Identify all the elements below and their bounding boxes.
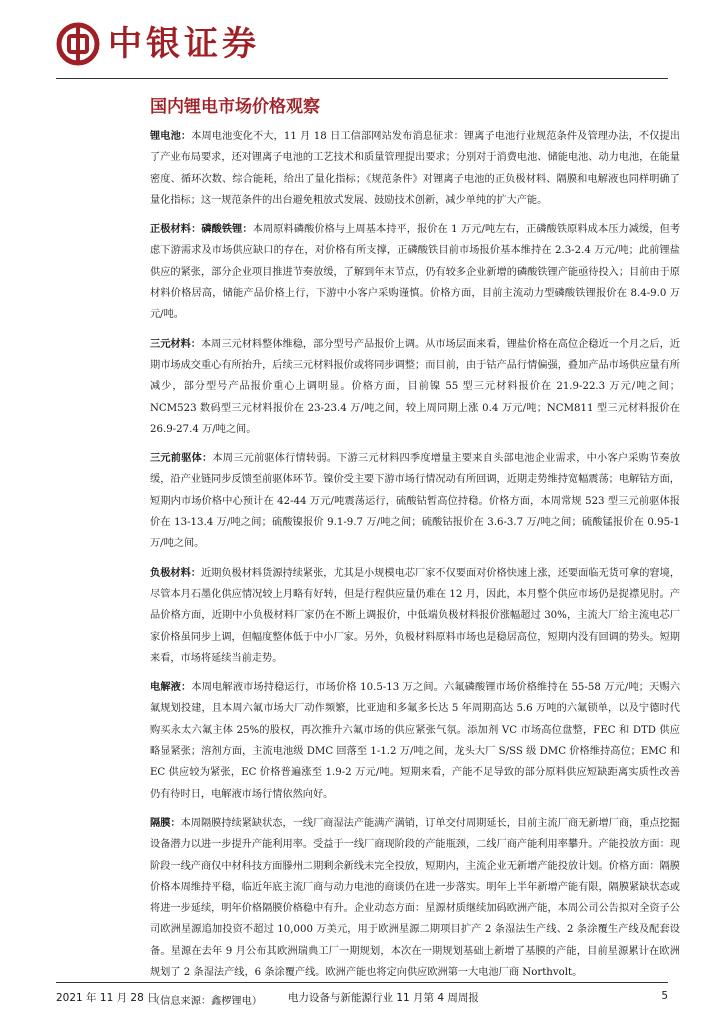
paragraph-battery: 锂电池：本周电池变化不大，11 月 18 日工信部网站发布消息征求：锂离子电池行业规范条件及管理办法，不仅提出了产业布局要求，还对锂离子电池的工艺技术和质量管理提出要求；分别对于消费电池、储能电池、动力电池，在能量密度、循环次数、综合能耗，给出了量化指标；《规范条件》对锂离子电池的正负极材料、隔膜和电解液也同样明确了量化指标；这一规范条件的出台避免粗放式发展、鼓励技术创新，减少单纯的扩大产能。 xyxy=(150,130,681,206)
bank-of-china-logo-icon xyxy=(56,22,100,66)
paragraph-electrolyte: 电解液：本周电解液市场持稳运行，市场价格 10.5-13 万之间。六氟磷酸锂市场价格维持在 55-58 万元/吨；天赐六氟规划投建，且本周六氟市场大厂动作频繁，比亚迪和多氟多长达 5 年周期高达 5.6 万吨的六氟锁单，以及宁德时代购买永太六氟主体 25%的股权，再次推升六氟市场的供应紧张气氛。添加剂 VC 市场高位盘整，FEC 和 DTD 供应略显紧张；溶剂方面，主流电池级 DMC 回落至 1-1.2 万/吨之间，龙头大厂 S/SS 级 DMC 价格维持高位；EMC 和 EC 供应较为紧张，EC 价格普遍涨至 1.9-2 万元/吨。短期来看，产能不足导致的部分原料供应短缺距离实质性改善仍有待时日，电解液市场行情依然向好。 xyxy=(150,681,681,800)
report-body xyxy=(150,126,680,1013)
paragraph-separator: 隔膜：本周隔膜持续紧缺状态，一线厂商湿法产能满产满销，订单交付周期延长，目前主流厂商无新增厂商，重点挖掘设备潜力以进一步提升产能利用率。受益于一线厂商现阶段的产能瓶颈，二线厂商产能利用率攀升。产能投放方面：现阶段一线产商仅中材科技方面滕州二期剩余新线未完全投放，短期内，主流企业无新增产能投放计划。价格方面：隔膜价格本周维持平稳，临近年底主流厂商与动力电池的商谈仍在进一步落实。明年上半年新增产能有限，隔膜紧缺状态或将进一步延续，明年价格隔膜价格稳中有升。企业动态方面：星源材质继续加码欧洲产能，本周公司公告拟对全资子公司欧洲星源追加投资不超过 10,000 万美元，用于欧洲星源二期项目扩产 2 条湿法生产线、2 条涂覆生产线及配套设备。星源在去年 9 月公布其欧洲瑞典工厂一期规划，本次在一期规划基础上新增了基膜的产能，目前星源累计在欧洲规划了 2 条湿法产线，6 条涂覆产线。欧洲产能也将定向供应欧洲第一大电池厂商 Northvolt。 xyxy=(150,816,680,978)
brand-name: 中银证券 xyxy=(108,24,260,64)
footer-date: 2021 年 11 月 28 日 xyxy=(56,992,158,1004)
footer-divider xyxy=(56,982,668,983)
paragraph-anode: 负极材料：近期负极材料货源持续紧张，尤其是小规模电芯厂家不仅要面对价格快速上涨，还要面临无货可拿的窘境，尽管本月石墨化供应情况较上月略有好转，但是行程供应量仍难在 12 月，因此，本月整个供应市场仍是捉襟见肘。产品价格方面，近期中小负极材料厂家仍在不断上调报价，中低端负极材料报价涨幅超过 30%，主流大厂给主流电芯厂家价格虽同步上调，但幅度整体低于中小厂家。另外，负极材料原料市场也是稳居高位，短期内没有回调的势头。短期来看，市场将延续当前走势。 xyxy=(150,566,681,664)
paragraph-ternary: 三元材料：本周三元材料整体维稳，部分型号产品报价上调。从市场层面来看，锂盐价格在高位企稳近一个月之后，近期市场成交重心有所抬升，后续三元材料报价或将同步调整；而目前，由于钴产品行情偏强，叠加产品市场供应量有所减少，部分型号产品报价重心上调明显。价格方面，目前镍 55 型三元材料报价在 21.9-22.3 万元/吨之间；NCM523 数码型三元材料报价在 23-23.4 万/吨之间，较上周同期上涨 0.4 万元/吨；NCM811 型三元材料报价在 26.9-27.4 万/吨之间。 xyxy=(150,337,681,435)
page-number: 5 xyxy=(661,990,668,1002)
footer-report-title: 电力设备与新能源行业 11 月第 4 周周报 xyxy=(288,992,479,1004)
paragraph-cathode: 正极材料：磷酸铁锂：本周原料磷酸价格与上周基本持平，报价在 1 万元/吨左右，正磷酸铁原料成本压力减缓，但考虑下游需求及市场供应缺口的存在，对价格有所支撑，正磷酸铁目前市场报价基本维持在 2.3-2.4 万元/吨；此前锂盐供应的紧张，部分企业项目推进节奏放缓，了解到年末节点，仍有较多企业新增的磷酸铁锂产能亟待投入；目前由于原材料价格居高，储能产品价格上行，下游中小客户采购谨慎。价格方面，目前主流动力型磷酸铁锂报价在 8.4-9.0 万元/吨。 xyxy=(150,223,681,321)
source-note: （信息来源：鑫椤锂电） xyxy=(150,996,263,1008)
paragraph-precursor: 三元前驱体：本周三元前驱体行情转弱。下游三元材料四季度增量主要来自头部电池企业需求，中小客户采购节奏放缓，沿产业链同步反馈至前驱体环节。镍价受主要下游市场行情况动有所回调，近期走势维持宽幅震荡；电解钴方面，短期内市场价格中心预计在 42-44 万元/吨震荡运行，硫酸钴暂高位持稳。价格方面，本周常规 523 型三元前驱体报价在 13-13.4 万/吨之间；硫酸镍报价 9.1-9.7 万/吨之间；硫酸钴报价在 3.6-3.7 万/吨之间；硫酸锰报价在 0.95-1 万/吨之间。 xyxy=(150,452,681,550)
report-header xyxy=(56,10,676,80)
section-title: 国内锂电市场价格观察 xyxy=(150,97,320,117)
header-divider xyxy=(56,78,668,79)
